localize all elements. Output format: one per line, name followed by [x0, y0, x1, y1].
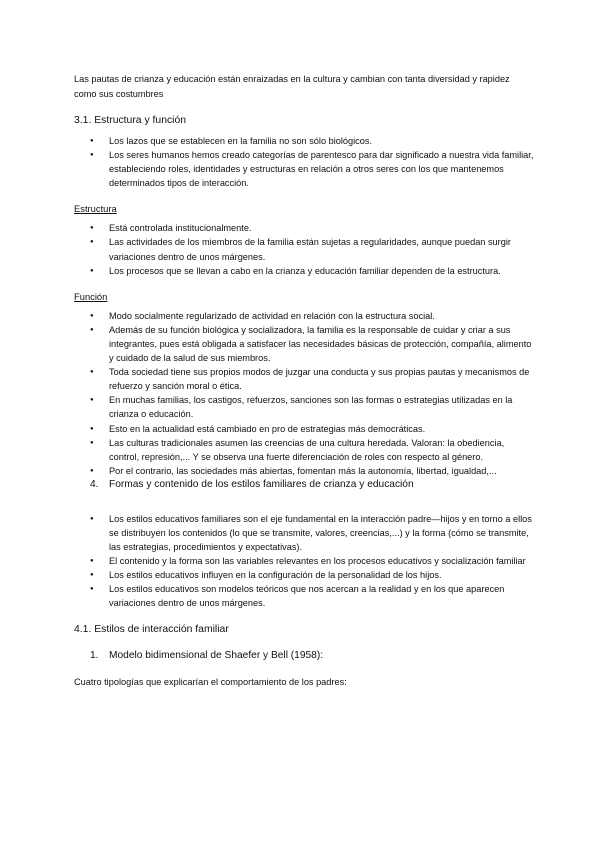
model-item [74, 649, 534, 663]
heading-funcion: Función [74, 290, 108, 302]
section-4-title: Formas y contenido de los estilos familiares de crianza y educación [109, 478, 414, 490]
list-item: ● Los procesos que se llevan a cabo en la crianza y educación familiar dependen de la estructura. [74, 264, 534, 278]
heading-3-1: 3.1. Estructura y función [74, 115, 187, 126]
heading-4-1: 4.1. Estilos de interacción familiar [74, 623, 229, 635]
list-item: ● En muchas familias, los castigos, refuerzos, sanciones son las formas o estrategias utilizadas en la crianza o educación. [74, 393, 534, 421]
list-item: ● Las actividades de los miembros de la familia están sujetas a regularidades, aunque puedan surgir variaciones dentro de unos márgenes. [74, 235, 534, 263]
list-item: ● Las culturas tradicionales asumen las creencias de una cultura heredada. Valoran: la obediencia, control, represión,... Y se observa una fuerte diferenciación de roles con respecto al género. [74, 436, 534, 464]
heading-estructura: Estructura [74, 203, 117, 215]
model-item-number: 1. [90, 649, 99, 661]
list-item: ● Los estilos educativos influyen en la configuración de la personalidad de los hijos. [74, 568, 534, 582]
document-page [74, 72, 534, 689]
heading-section-4 [74, 478, 534, 492]
list-section-4 [74, 512, 534, 611]
list-item: ● Está controlada institucionalmente. [74, 221, 534, 235]
list-item: ● Modo socialmente regularizado de actividad en relación con la estructura social. [74, 309, 534, 323]
list-item: ● Por el contrario, las sociedades más abiertas, fomentan más la autonomía, libertad, igualdad,... [74, 464, 534, 478]
list-item: ● Toda sociedad tiene sus propios modos de juzgar una conducta y sus propias pautas y mecanismos de refuerzo y sanción moral o ética. [74, 365, 534, 393]
section-4-number: 4. [90, 478, 99, 490]
list-item: ● Esto en la actualidad está cambiado en pro de estrategias más democráticas. [74, 422, 534, 436]
list-item: ● Los estilos educativos familiares son el eje fundamental en la interacción padre—hijos y en torno a ellos se distribuyen los contenidos (lo que se transmite, valores, creencias,...) y la forma (cómo se transmite, las estrategias, procedimientos y expectativas). [74, 512, 534, 554]
list-item: ● Los seres humanos hemos creado categorías de parentesco para dar significado a nuestra vida familiar, estableciendo roles, identidades y estructuras en relación a otros seres con los que mantenemos determinados tipos de interacción. [74, 148, 534, 190]
list-3-1 [74, 134, 534, 190]
list-item: ● El contenido y la forma son las variables relevantes en los procesos educativos y socialización familiar [74, 554, 534, 568]
list-item: ● Además de su función biológica y socializadora, la familia es la responsable de cuidar y criar a sus integrantes, pues está obligada a satisfacer las necesidades básicas de protección, compañía, alimento y cuidado de la salud de sus miembros. [74, 323, 534, 365]
closing-paragraph: Cuatro tipologías que explicarían el comportamiento de los padres: [74, 676, 347, 687]
list-estructura [74, 221, 534, 277]
intro-paragraph: Las pautas de crianza y educación están enraizadas en la cultura y cambian con tanta diversidad y rapidez como sus costumbres [74, 74, 510, 99]
list-item: ● Los lazos que se establecen en la familia no son sólo biológicos. [74, 134, 534, 148]
list-funcion [74, 309, 534, 478]
model-item-text: Modelo bidimensional de Shaefer y Bell (1958): [109, 649, 324, 661]
list-item: ● Los estilos educativos son modelos teóricos que nos acercan a la realidad y en los que aparecen variaciones dentro de unos márgenes. [74, 582, 534, 610]
